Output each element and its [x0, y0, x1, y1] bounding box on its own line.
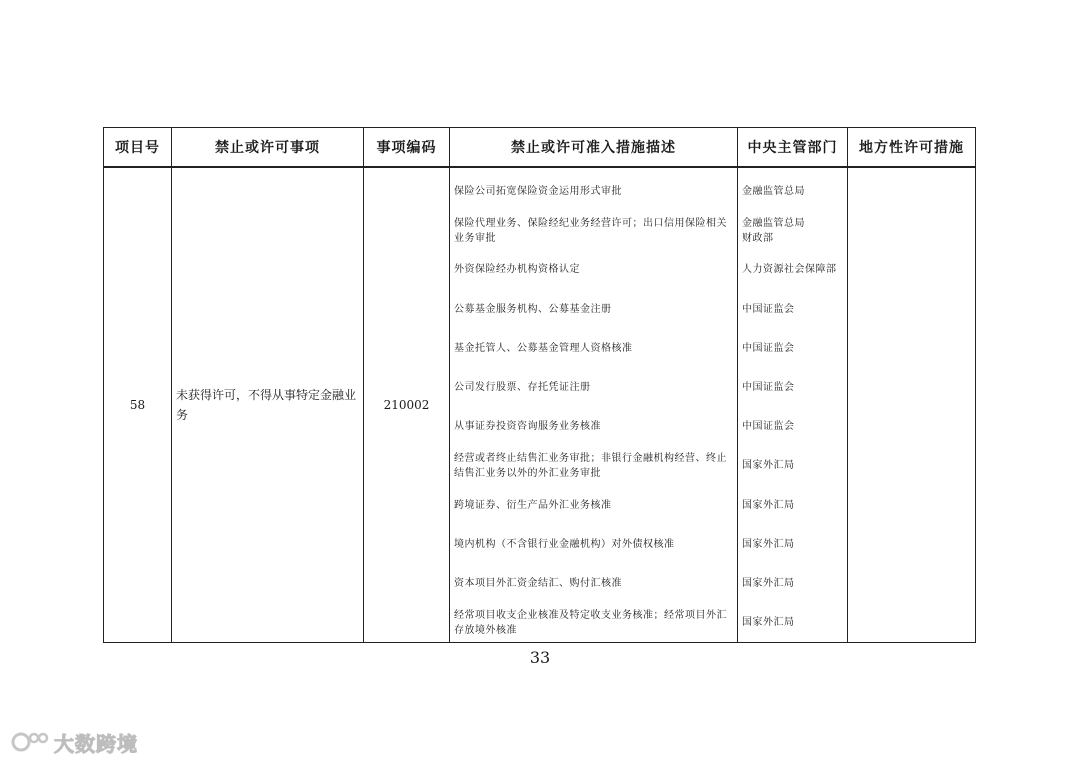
department-item: 中国证监会: [742, 303, 795, 315]
watermark-logo-icon: [10, 729, 50, 755]
department-item: 国家外汇局: [742, 460, 795, 472]
measure-item: 经营或者终止结售汇业务审批；非银行金融机构经营、终止结售汇业务以外的外汇业务审批: [454, 452, 727, 479]
measure-item: 保险代理业务、保险经纪业务经营许可；出口信用保险相关业务审批: [454, 217, 727, 244]
department-item: 国家外汇局: [742, 499, 795, 511]
header-code: 事项编码: [364, 128, 450, 168]
table-row: [104, 167, 976, 643]
department-item: 金融监管总局: [742, 186, 805, 198]
department-item: 金融监管总局 财政部: [742, 217, 805, 244]
table-header: [104, 128, 976, 168]
measure-item: 外资保险经办机构资格认定: [454, 264, 580, 276]
department-item: 中国证监会: [742, 342, 795, 354]
measure-item: 保险公司拓宽保险资金运用形式审批: [454, 186, 622, 198]
permit-table: [103, 127, 976, 643]
page-number: 33: [529, 648, 551, 667]
header-item: 禁止或许可事项: [172, 128, 364, 168]
measure-item: 公募基金服务机构、公募基金注册: [454, 303, 612, 315]
measure-item: 跨境证券、衍生产品外汇业务核准: [454, 499, 612, 511]
header-measures: 禁止或许可准入措施描述: [450, 128, 738, 168]
departments-list: [738, 168, 847, 642]
local-measures-cell: [848, 167, 976, 643]
row-item: 未获得许可，不得从事特定金融业务: [172, 167, 364, 643]
measure-item: 基金托管人、公募基金管理人资格核准: [454, 342, 633, 354]
measures-list: [450, 168, 737, 642]
department-item: 人力资源社会保障部: [742, 264, 837, 276]
measure-item: 公司发行股票、存托凭证注册: [454, 382, 591, 394]
header-local-measures: 地方性许可措施: [848, 128, 976, 168]
department-item: 国家外汇局: [742, 617, 795, 629]
department-item: 国家外汇局: [742, 577, 795, 589]
row-code: 210002: [364, 167, 450, 643]
measure-item: 资本项目外汇资金结汇、购付汇核准: [454, 577, 622, 589]
department-item: 中国证监会: [742, 421, 795, 433]
header-item-number: 项目号: [104, 128, 172, 168]
measures-cell: [450, 167, 738, 643]
header-department: 中央主管部门: [738, 128, 848, 168]
departments-cell: [738, 167, 848, 643]
watermark: [10, 728, 138, 756]
measure-item: 从事证券投资咨询服务业务核准: [454, 421, 601, 433]
measure-item: 经常项目收支企业核准及特定收支业务核准；经常项目外汇存放境外核准: [454, 609, 727, 636]
department-item: 国家外汇局: [742, 538, 795, 550]
department-item: 中国证监会: [742, 382, 795, 394]
watermark-text: 大数跨境: [54, 731, 138, 756]
row-number: 58: [104, 167, 172, 643]
measure-item: 境内机构（不含银行业金融机构）对外债权核准: [454, 538, 675, 550]
